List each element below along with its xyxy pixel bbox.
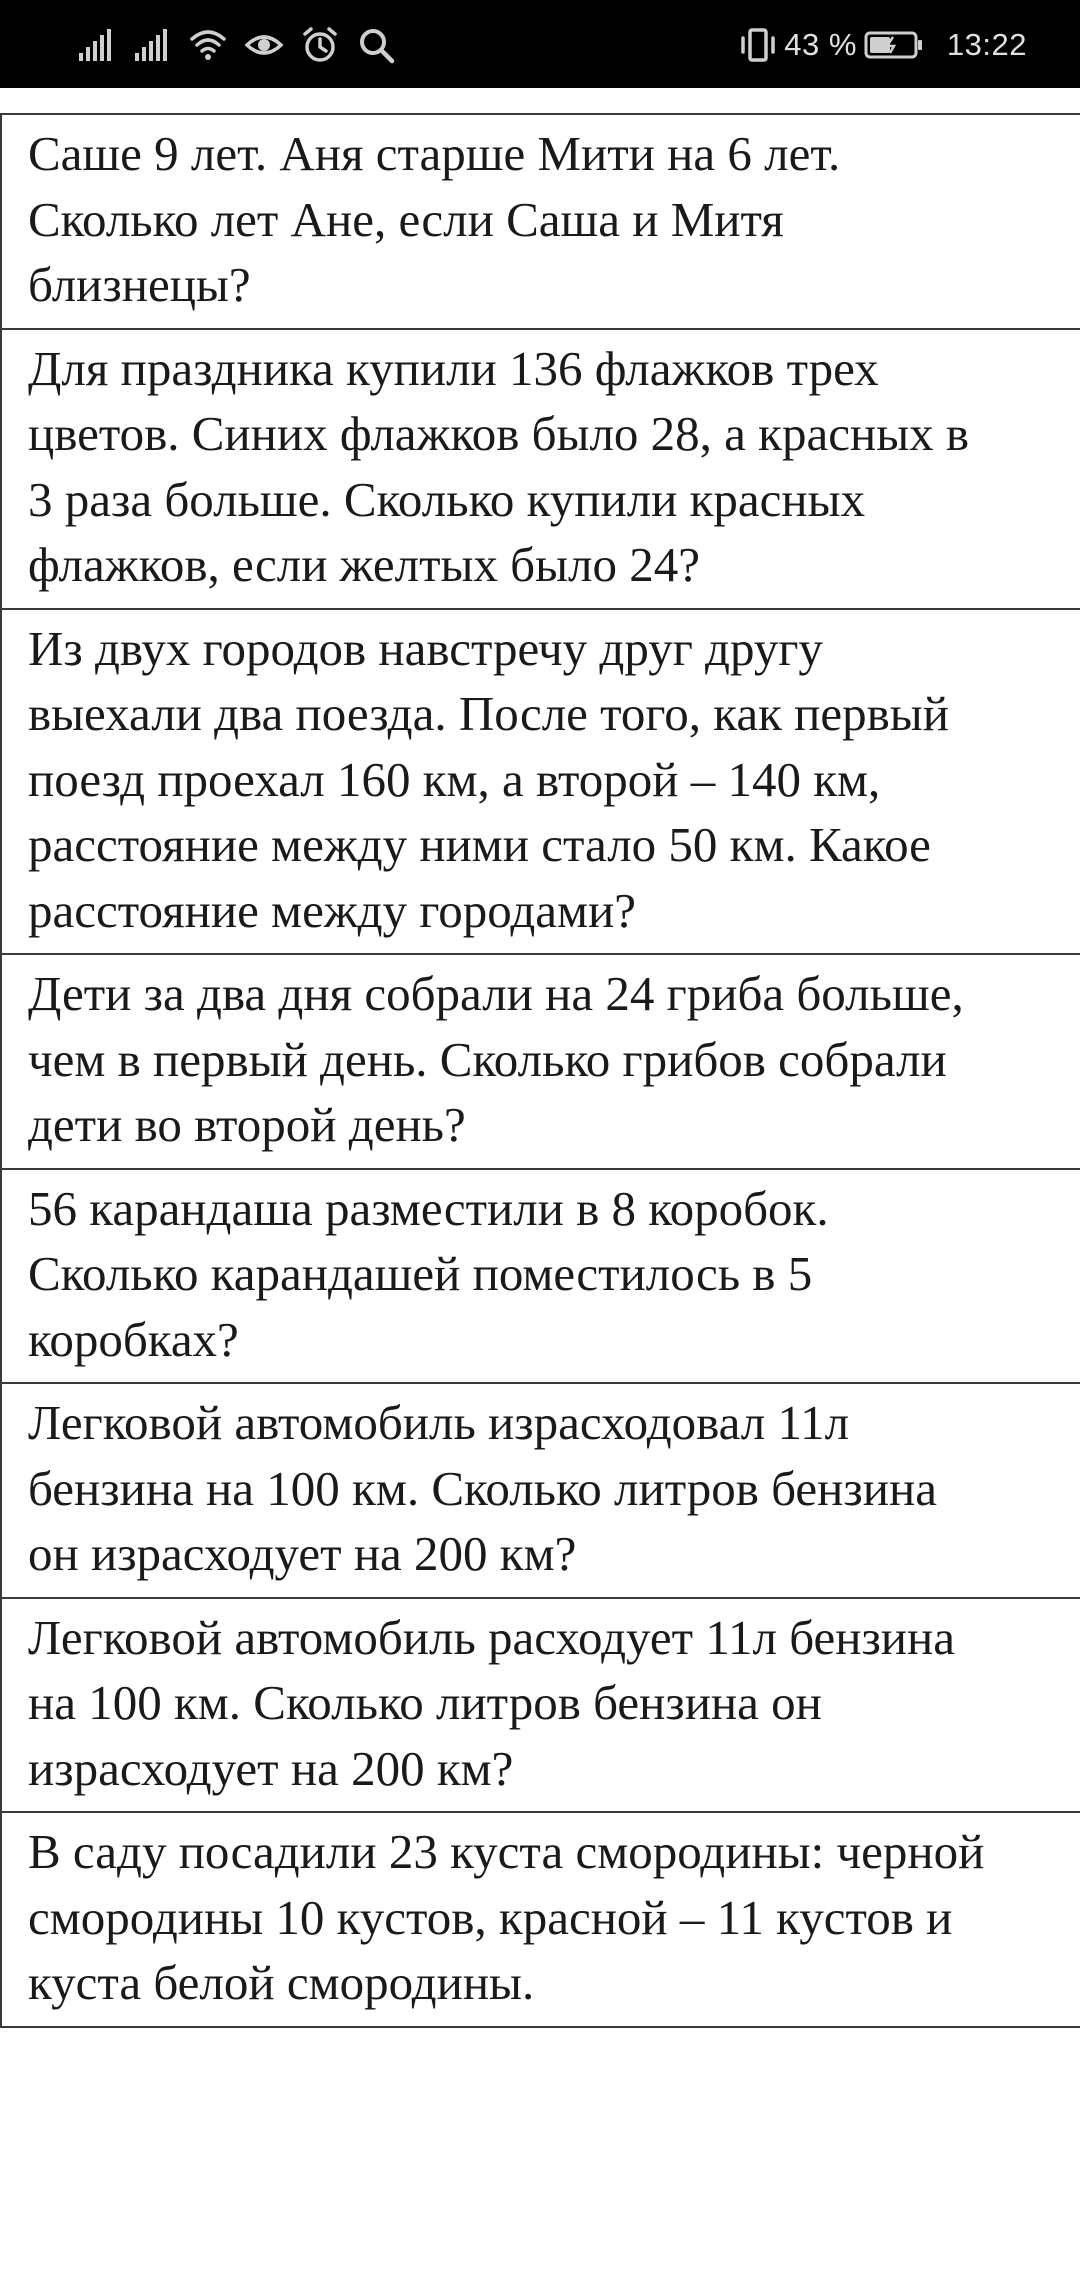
status-icons-left: [76, 24, 396, 66]
task-text-line: Легковой автомобиль расходует 11л бензина: [28, 1609, 956, 1665]
task-text-line: чем в первый день. Сколько грибов собрали: [28, 1031, 947, 1087]
vibrate-icon: [738, 25, 778, 65]
task-text-line: Сколько лет Ане, если Саша и Митя: [28, 191, 784, 247]
table-top-edge: [0, 88, 1080, 115]
search-icon: [356, 25, 396, 65]
status-icons-right: [738, 24, 1027, 66]
task-text-line: Сколько карандашей поместилось в 5: [28, 1246, 813, 1301]
table-rows: [0, 115, 1080, 2028]
task-table: [0, 88, 1080, 2028]
task-row: [2, 610, 1080, 956]
signal-1-icon: [76, 25, 116, 65]
task-row: [2, 330, 1080, 610]
task-row: [2, 1170, 1080, 1385]
task-text-line: близнецы?: [28, 257, 251, 312]
task-text-line: Для праздника купили 136 флажков трех: [28, 340, 879, 396]
task-text-line: на 100 км. Сколько литров бензина он: [28, 1675, 822, 1730]
battery-percent: 43 %: [784, 27, 857, 62]
clock: 13:22: [946, 27, 1027, 62]
task-text-line: смородины 10 кустов, красной – 11 кустов и: [28, 1889, 953, 1945]
task-row: [2, 115, 1080, 330]
task-text-line: Легковой автомобиль израсходовал 11л: [28, 1395, 850, 1450]
task-text-line: коробках?: [28, 1311, 239, 1367]
task-text-line: Саше 9 лет. Аня старше Мити на 6 лет.: [28, 126, 841, 181]
task-text-line: Из двух городов навстречу друг другу: [28, 620, 823, 676]
task-text-line: расстояние между городами?: [28, 882, 636, 938]
task-text-line: флажков, если желтых было 24?: [28, 537, 700, 592]
signal-2-icon: [132, 25, 172, 65]
task-text-line: 3 раза больше. Сколько купили красных: [28, 471, 866, 527]
task-row: [2, 1813, 1080, 2028]
eye-icon: [244, 25, 284, 65]
task-row: [2, 955, 1080, 1170]
alarm-icon: [300, 25, 340, 65]
task-text-line: В саду посадили 23 куста смородины: черной: [28, 1824, 985, 1879]
task-text-line: дети во второй день?: [28, 1097, 466, 1152]
task-row: [2, 1384, 1080, 1599]
status-bar: [0, 0, 1080, 88]
wifi-icon: [188, 25, 228, 65]
task-text-line: расстояние между ними стало 50 км. Какое: [28, 817, 931, 872]
task-text-line: выехали два поезда. После того, как первый: [28, 686, 949, 741]
task-text-line: бензина на 100 км. Сколько литров бензина: [28, 1460, 937, 1516]
task-text-line: куста белой смородины.: [28, 1955, 535, 2010]
task-text-line: Дети за два дня собрали на 24 гриба больше,: [28, 966, 964, 1021]
task-row: [2, 1599, 1080, 1814]
task-text-line: поезд проехал 160 км, а второй – 140 км,: [28, 751, 881, 807]
task-text-line: израсходует на 200 км?: [28, 1740, 514, 1796]
task-text-line: цветов. Синих флажков было 28, а красных в: [28, 406, 970, 461]
task-text-line: 56 карандаша разместили в 8 коробок.: [28, 1180, 829, 1236]
battery-icon: [863, 25, 925, 65]
task-text-line: он израсходует на 200 км?: [28, 1526, 577, 1581]
